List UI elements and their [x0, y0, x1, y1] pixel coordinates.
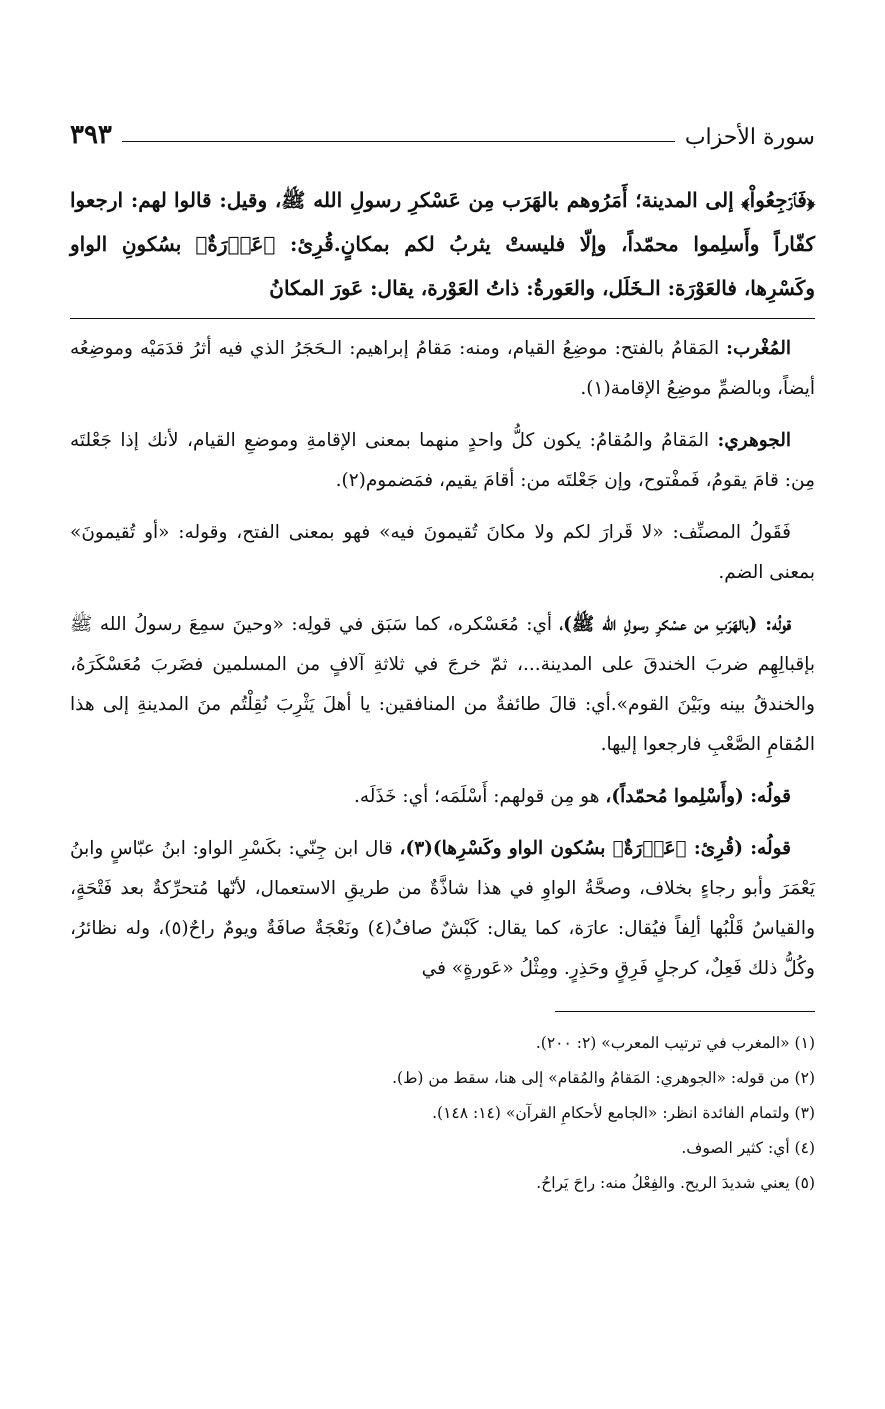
book-page: [70, 110, 815, 1201]
footnote: (٣) ولتمام الفائدة انظر: «الجامع لأحكامِ القرآن» (١٤: ١٤٨).: [432, 1104, 815, 1122]
commentary-paragraph: [70, 605, 815, 765]
commentary-paragraph: [70, 329, 815, 409]
footnote: (٤) أي: كثير الصوف.: [681, 1139, 815, 1157]
main-text: [70, 178, 815, 310]
commentary-lead: قولُه: (وأَسْلِموا مُحمّداً)،: [605, 786, 791, 807]
commentary-divider: [70, 318, 815, 319]
footnote: (٥) يعني شديدَ الريح. والفِعْلُ منه: راحَ يَراحُ.: [536, 1174, 815, 1192]
commentary-lead: المُغْرب:: [726, 338, 791, 359]
commentary-paragraph: [70, 421, 815, 501]
footnote: (٢) من قوله: «الجوهري: المَقامُ والمُقام» إلى هنا، سقط من (ط).: [392, 1069, 815, 1087]
commentary-lead: قولُه: (قُرِئ: ﴿عَوۡرَةٌ﴾ بسُكون الواو وكَسْرِها)(٣)،: [399, 838, 791, 859]
main-text-line: لهم: ارجعوا كفّاراً وأَسلِموا محمّداً، وإلّا فليستْ يثربُ لكم بمكانٍ.قُرِئ: ﴿عَوۡرَةٌ﴾: [70, 188, 815, 256]
commentary-paragraph: [70, 829, 815, 989]
commentary: [70, 329, 815, 989]
main-text-line: بسُكونِ الواو وكَسْرِها، فالعَوْرَة: الـخَلَل، والعَورةُ: ذاتُ العَوْرة، يقال: عَورَ المكانُ: [70, 232, 815, 300]
surah-title: سورة الأحزاب: [684, 125, 815, 150]
commentary-text: أي: مُعَسْكره، كما سَبَق في قولِه: «وحينَ سمِعَ رسولُ الله ﷺ بإقبالِهِم ضربَ الخندقَ على المدينة...، ثمّ خرجَ في ثلاثةِ آلافٍ من المسلمين فضَربَ مُعَسْكَرَهُ، والخندقُ بينه وبَيْنَ القوم».أي: قالَ طائفةٌ من المنافقين: يا أهلَ يَثْرِبَ نُقِلْتُم منَ المدينةِ إلى هذا المُقامِ الصَّعْبِ فارجعوا إليها.: [70, 614, 815, 755]
commentary-text: فَقَولُ المصنِّف: «لا قَرارَ لكم ولا مكانَ تُقيمونَ فيه» فهو بمعنى الفتح، وقوله: «أو تُقيمونَ» بمعنى الضم.: [70, 522, 815, 583]
commentary-paragraph: [70, 513, 815, 593]
commentary-text: المَقامُ بالفتح: موضِعُ القيام، ومنه: مَقامُ إبراهيم: الـحَجَرُ الذي فيه أثرُ قدَمَيْه وموضِعُه أيضاً، وبالضمِّ موضِعُ الإقامة(١).: [70, 338, 815, 399]
header-rule: [122, 141, 675, 142]
main-text-line: ﴿فَٱرۡجِعُواْ﴾ إلى المدينة؛ أَمَرُوهم بالهَرَب مِن عَسْكرِ رسولِ الله ﷺ، وقيل: قالوا: [173, 188, 815, 212]
commentary-lead: قولُه: (بالهَرَبِ من عسْكرِ رسولِ الله ﷺ)،: [559, 614, 791, 635]
page-header: [70, 110, 815, 150]
commentary-text: قال ابن جِنّي: بكَسْرِ الواو: ابنُ عبّاسٍ وابنُ يَعْمَرَ وأبو رجاءٍ بخلاف، وصحَّةُ الواوِ في هذا شاذَّةٌ من طريقِ الاستعمال، لأنّها مُتحرِّكةٌ بعد فَتْحَةٍ، والقياسُ قَلْبُها ألِفاً فيُقال: عارَة، كما يقال: كَبْشٌ صافٌ(٤) ونَعْجَةٌ صافَةٌ ويومٌ راحٌ(٥)، وله نظائرُ، وكُلُّ ذلك فَعِلٌ، كرجلٍ فَرِقٍ وحَذِرٍ. ومِثْلُ «عَورةٍ» في: [70, 838, 816, 979]
footnote: (١) «المغرب في ترتيب المعرب» (٢: ٢٠٠).: [535, 1034, 815, 1052]
commentary-paragraph: [70, 777, 815, 817]
footnotes: [70, 1026, 815, 1201]
footnote-divider: [555, 1011, 815, 1012]
commentary-lead: الجوهري:: [717, 430, 791, 451]
commentary-text: هو مِن قولهم: أَسْلَمَه؛ أي: خَذَلَه.: [353, 786, 606, 807]
page-number: ٣٩٣: [70, 120, 112, 150]
commentary-text: المَقامُ والمُقامُ: يكون كلُّ واحدٍ منهما بمعنى الإقامةِ وموضعِ القيام، لأنك إذا جَعْلتَه مِن: قامَ يقومُ، فَمفْتوح، وإن جَعْلتَه من: أقامَ يقيم، فمَضموم(٢).: [70, 430, 815, 491]
